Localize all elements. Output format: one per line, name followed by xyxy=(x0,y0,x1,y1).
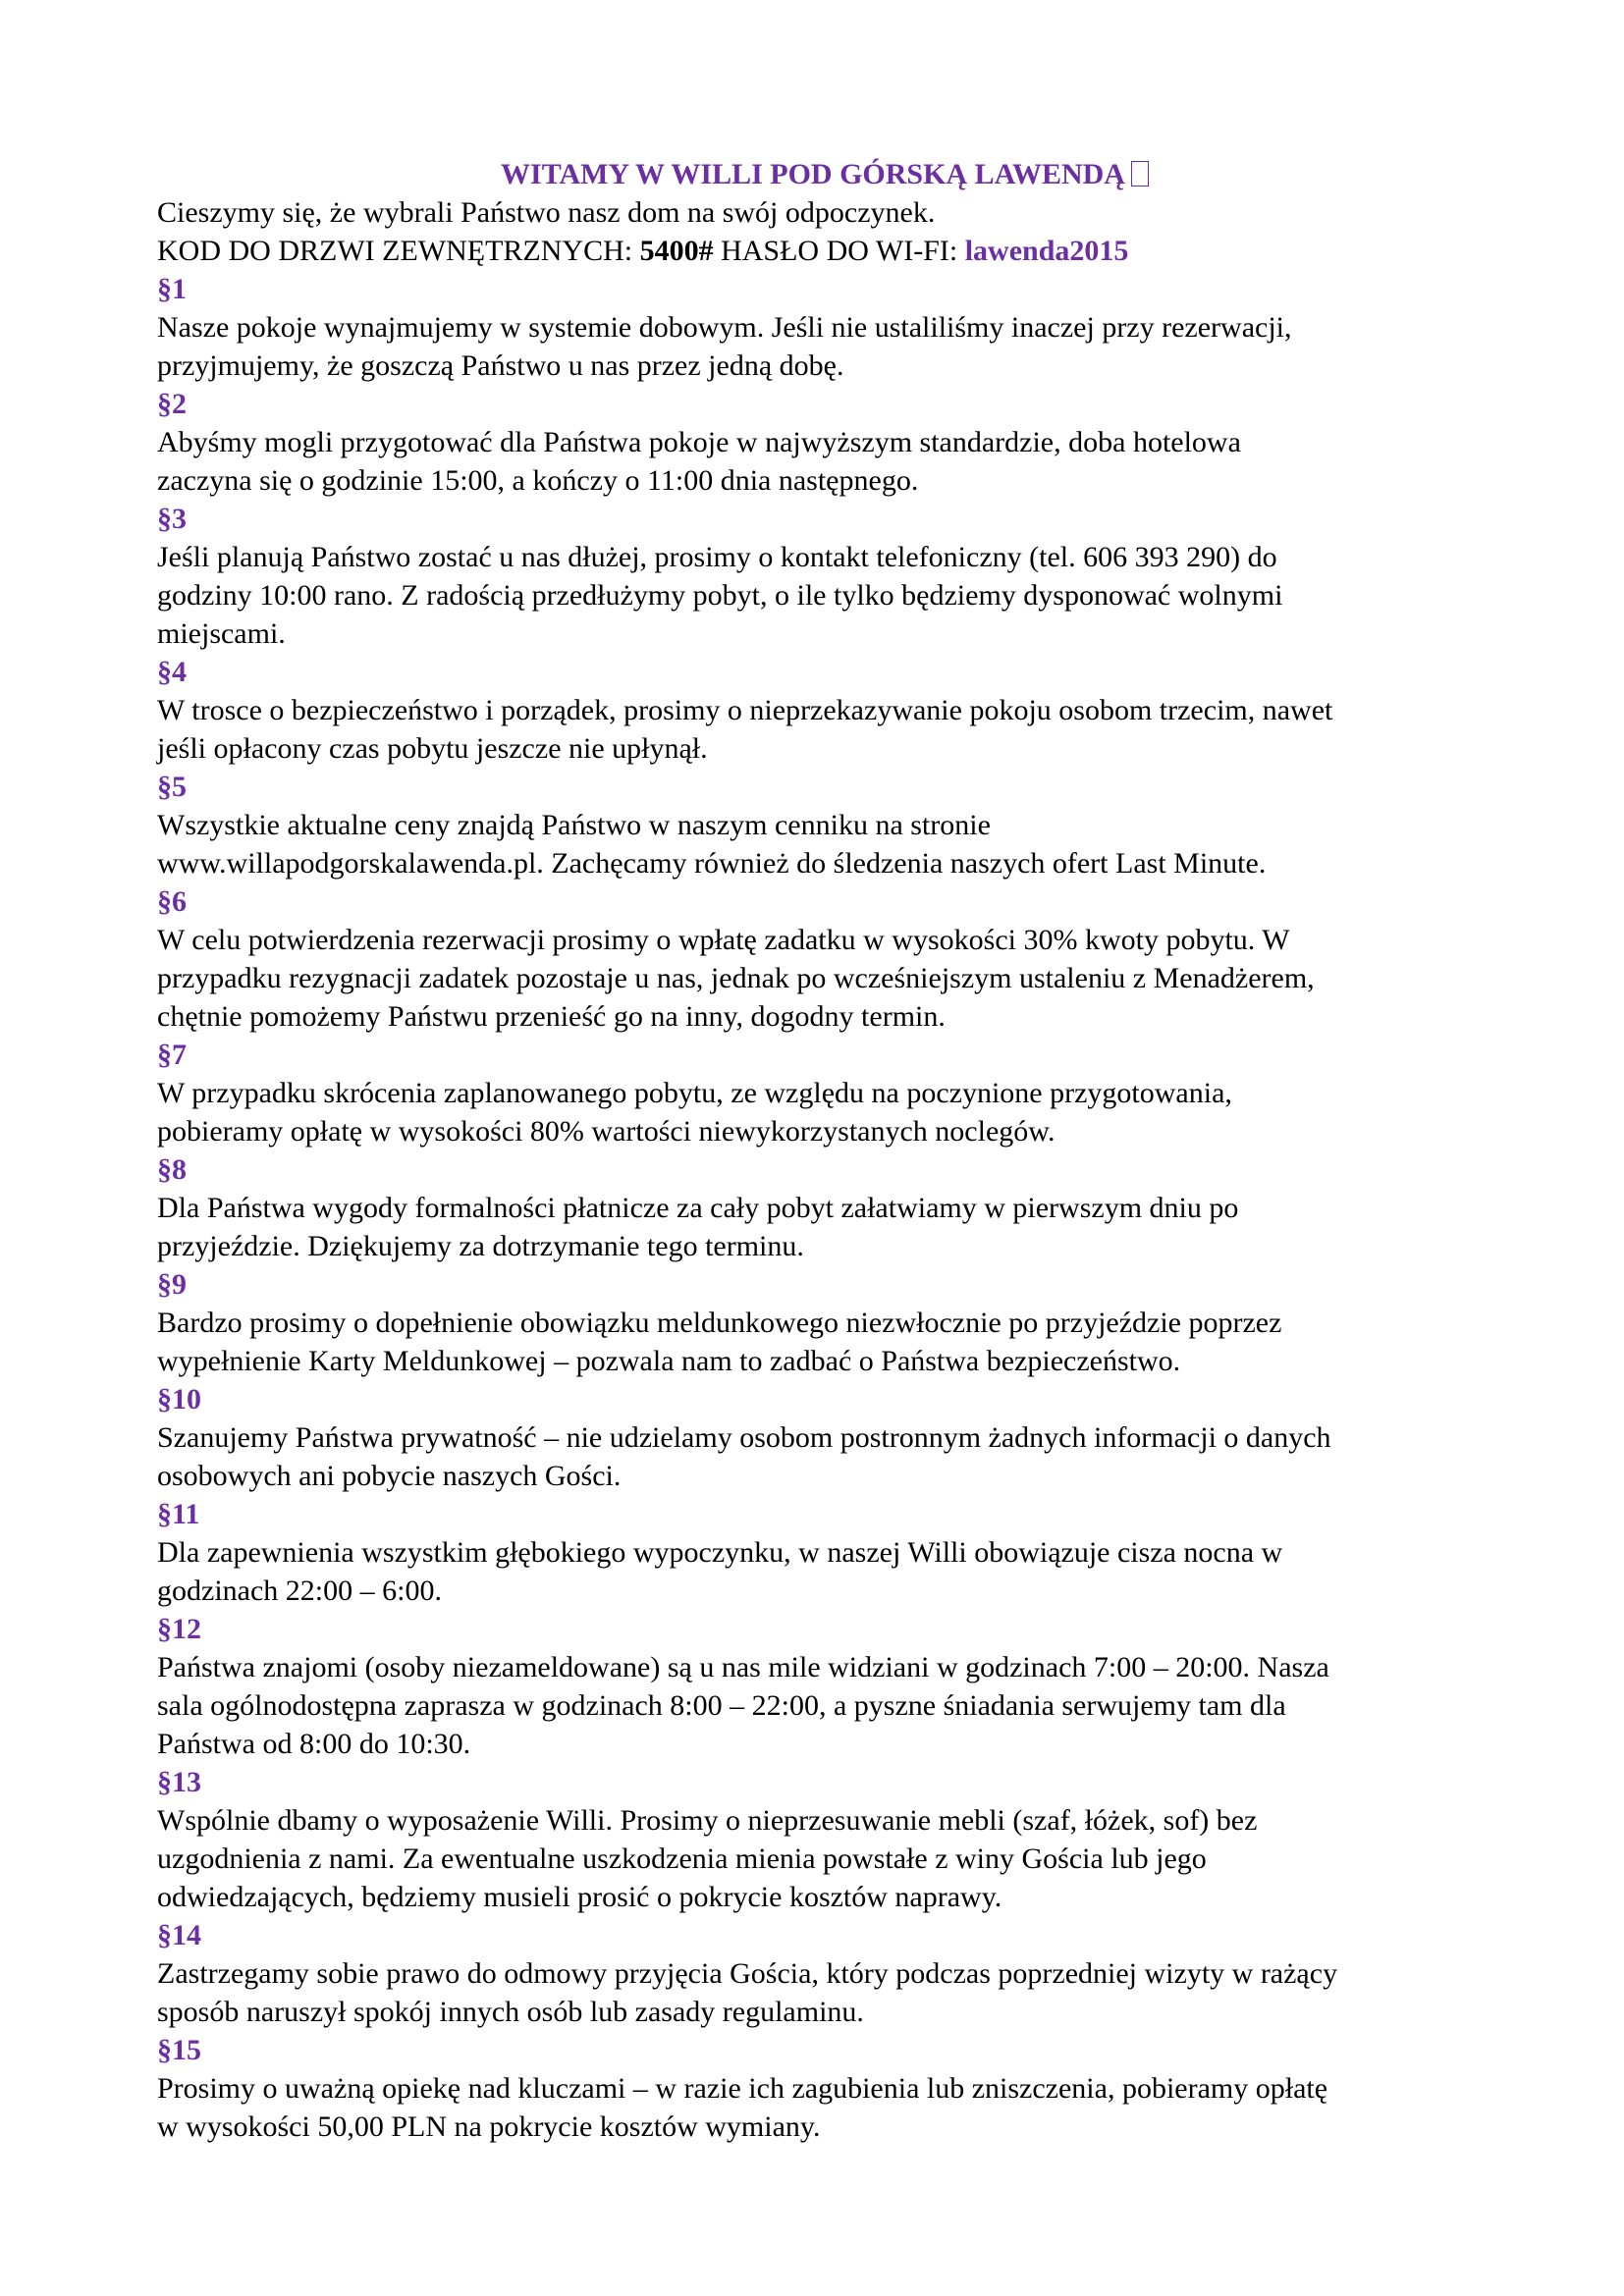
section-text xyxy=(157,1418,1492,1495)
section-text-line: Nasze pokoje wynajmujemy w systemie dobowym. Jeśli nie ustaliliśmy inaczej przy rezerwacji, xyxy=(157,311,1292,344)
section-text-line: W celu potwierdzenia rezerwacji prosimy o wpłatę zadatku w wysokości 30% kwoty pobytu. W xyxy=(157,924,1290,956)
section-text-line: Jeśli planują Państwo zostać u nas dłużej, prosimy o kontakt telefoniczny (tel. 606 393 290) do xyxy=(157,541,1277,573)
section-text-line: jeśli opłacony czas pobytu jeszcze nie upłynął. xyxy=(157,732,708,765)
section-text-line: pobieramy opłatę w wysokości 80% wartości niewykorzystanych noclegów. xyxy=(157,1115,1056,1148)
section-heading: §2 xyxy=(157,388,187,420)
section-text xyxy=(157,1648,1492,1763)
section-text-line: Dla Państwa wygody formalności płatnicze za cały pobyt załatwiamy w pierwszym dniu po xyxy=(157,1192,1239,1224)
section-text-line: Wspólnie dbamy o wyposażenie Willi. Prosimy o nieprzesuwanie mebli (szaf, łóżek, sof) bez xyxy=(157,1804,1258,1837)
door-code-label: KOD DO DRZWI ZEWNĘTRZNYCH: xyxy=(157,235,640,267)
section-text xyxy=(157,1074,1492,1150)
section-text xyxy=(157,2069,1492,2146)
section-text-line: osobowych ani pobycie naszych Gości. xyxy=(157,1460,622,1492)
section-text-line: przypadku rezygnacji zadatek pozostaje u nas, jednak po wcześniejszym ustaleniu z Menadżerem, xyxy=(157,962,1315,994)
section-text-line: Dla zapewnienia wszystkim głębokiego wypoczynku, w naszej Willi obowiązuje cisza nocna w xyxy=(157,1536,1283,1569)
section-heading: §9 xyxy=(157,1268,187,1301)
section-text xyxy=(157,423,1492,500)
section-text xyxy=(157,1189,1492,1265)
wifi-password-label: HASŁO DO WI-FI: xyxy=(713,235,965,267)
section-text-line: przyjmujemy, że goszczą Państwo u nas przez jedną dobę. xyxy=(157,349,844,382)
section-text-line: zaczyna się o godzinie 15:00, a kończy o 11:00 dnia następnego. xyxy=(157,464,919,497)
section-heading: §8 xyxy=(157,1153,187,1186)
access-codes-line xyxy=(157,232,1492,270)
section-heading: §11 xyxy=(157,1498,200,1530)
section-text-line: sposób naruszył spokój innych osób lub zasady regulaminu. xyxy=(157,1996,864,2028)
section-text xyxy=(157,1954,1492,2031)
door-code-value: 5400# xyxy=(639,235,714,267)
section-heading: §10 xyxy=(157,1383,201,1415)
section-text xyxy=(157,691,1492,768)
section-text-line: Wszystkie aktualne ceny znajdą Państwo w naszym cenniku na stronie xyxy=(157,809,991,841)
document-page xyxy=(157,155,1492,2146)
section-text-line: Państwa od 8:00 do 10:30. xyxy=(157,1728,471,1760)
intro-text: Cieszymy się, że wybrali Państwo nasz dom na swój odpoczynek. xyxy=(157,196,936,229)
section-text-line: Państwa znajomi (osoby niezameldowane) są u nas mile widziani w godzinach 7:00 – 20:00. Nasza xyxy=(157,1651,1329,1683)
section-heading: §13 xyxy=(157,1766,201,1798)
section-heading: §14 xyxy=(157,1919,201,1951)
section-text-line: Bardzo prosimy o dopełnienie obowiązku meldunkowego niezwłocznie po przyjeździe poprzez xyxy=(157,1307,1282,1339)
missing-glyph-icon xyxy=(1131,161,1149,187)
section-text-line: chętnie pomożemy Państwu przenieść go na inny, dogodny termin. xyxy=(157,1000,946,1033)
section-text xyxy=(157,1533,1492,1610)
section-heading: §4 xyxy=(157,656,187,688)
section-text-line: godzinach 22:00 – 6:00. xyxy=(157,1575,442,1607)
section-text-line: W trosce o bezpieczeństwo i porządek, prosimy o nieprzekazywanie pokoju osobom trzecim, nawet xyxy=(157,694,1333,726)
section-heading: §7 xyxy=(157,1039,187,1071)
section-heading: §3 xyxy=(157,503,187,535)
section-text-line: W przypadku skrócenia zaplanowanego pobytu, ze względu na poczynione przygotowania, xyxy=(157,1077,1232,1109)
section-text xyxy=(157,308,1492,385)
section-text-line: uzgodnienia z nami. Za ewentualne uszkodzenia mienia powstałe z winy Gościa lub jego xyxy=(157,1842,1207,1875)
section-heading: §5 xyxy=(157,771,187,803)
section-text-line: miejscami. xyxy=(157,617,286,650)
regulations-list xyxy=(157,270,1492,2146)
section-text-line: wypełnienie Karty Meldunkowej – pozwala nam to zadbać o Państwa bezpieczeństwo. xyxy=(157,1345,1181,1377)
section-text-line: Abyśmy mogli przygotować dla Państwa pokoje w najwyższym standardzie, doba hotelowa xyxy=(157,426,1241,458)
section-heading: §6 xyxy=(157,885,187,918)
section-text-line: sala ogólnodostępna zaprasza w godzinach 8:00 – 22:00, a pyszne śniadania serwujemy tam dla xyxy=(157,1689,1286,1722)
section-text-line: w wysokości 50,00 PLN na pokrycie kosztów wymiany. xyxy=(157,2110,821,2143)
title-text: WITAMY W WILLI POD GÓRSKĄ LAWENDĄ xyxy=(501,158,1125,190)
section-text xyxy=(157,806,1492,882)
section-text-line: przyjeździe. Dziękujemy za dotrzymanie tego terminu. xyxy=(157,1230,804,1262)
section-heading: §1 xyxy=(157,273,187,305)
section-text xyxy=(157,538,1492,653)
section-text-line: Zastrzegamy sobie prawo do odmowy przyjęcia Gościa, który podczas poprzedniej wizyty w rażący xyxy=(157,1957,1338,1990)
section-text xyxy=(157,1801,1492,1916)
section-text-line: odwiedzających, będziemy musieli prosić o pokrycie kosztów naprawy. xyxy=(157,1881,1002,1913)
section-text xyxy=(157,921,1492,1036)
section-text-line: www.willapodgorskalawenda.pl. Zachęcamy również do śledzenia naszych ofert Last Minute. xyxy=(157,847,1267,880)
wifi-password-value: lawenda2015 xyxy=(964,235,1129,267)
section-text xyxy=(157,1304,1492,1380)
section-text-line: Prosimy o uważną opiekę nad kluczami – w razie ich zagubienia lub zniszczenia, pobieramy opłatę xyxy=(157,2072,1328,2105)
section-text-line: Szanujemy Państwa prywatność – nie udzielamy osobom postronnym żadnych informacji o danych xyxy=(157,1421,1331,1454)
section-heading: §12 xyxy=(157,1613,201,1645)
section-heading: §15 xyxy=(157,2034,201,2066)
section-text-line: godziny 10:00 rano. Z radością przedłużymy pobyt, o ile tylko będziemy dysponować wolnymi xyxy=(157,579,1283,612)
document-title xyxy=(157,155,1492,193)
